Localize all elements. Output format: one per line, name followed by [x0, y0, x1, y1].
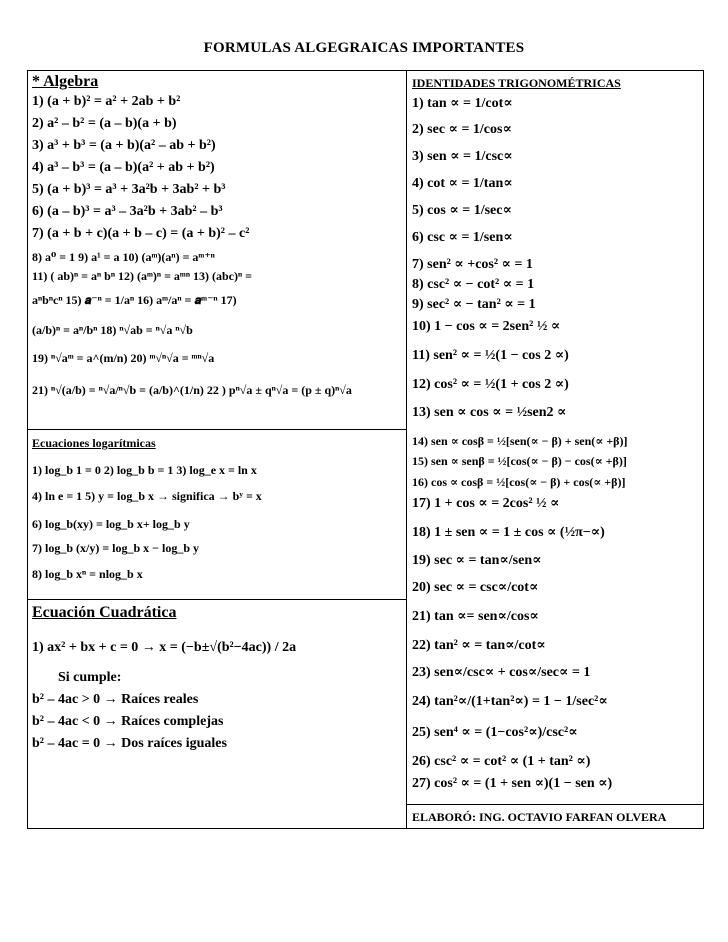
- log-formula: 8) log_b xⁿ = nlog_b x: [32, 567, 143, 581]
- algebra-formula: 21) ⁿ√(a/b) = ⁿ√a/ⁿ√b = (a/b)^(1/n) 22 ) pⁿ√a ± qⁿ√a = (p ± q)ⁿ√a: [32, 383, 352, 397]
- trig-identity: 20) sec ∝ = csc∝/cot∝: [412, 580, 539, 595]
- algebra-formula: 5) (a + b)³ = a³ + 3a²b + 3ab² + b³: [32, 182, 226, 197]
- log-formula: 1) log_b 1 = 0 2) log_b b = 1 3) log_e x = ln x: [32, 463, 257, 477]
- log-formula: 4) ln e = 1 5) y = log_b x → significa → bʸ = x: [32, 489, 262, 503]
- trig-identity: 7) sen² ∝ +cos² ∝ = 1: [412, 257, 533, 272]
- trig-identity: 27) cos² ∝ = (1 + sen ∝)(1 − sen ∝): [412, 776, 613, 791]
- algebra-formula: 19) ⁿ√aᵐ = a^(m/n) 20) ᵐ√ⁿ√a = ᵐⁿ√a: [32, 351, 215, 365]
- algebra-formula: 4) a³ – b³ = (a – b)(a² + ab + b²): [32, 160, 215, 175]
- trig-identity: 9) sec² ∝ − tan² ∝ = 1: [412, 297, 536, 312]
- trig-identity: 22) tan² ∝ = tan∝/cot∝: [412, 638, 546, 653]
- trig-identity: 12) cos² ∝ = ½(1 + cos 2 ∝): [412, 377, 569, 392]
- logs-header: Ecuaciones logarítmicas: [32, 436, 156, 450]
- trig-identity: 21) tan ∝= sen∝/cos∝: [412, 609, 539, 624]
- trig-identity: 1) tan ∝ = 1/cot∝: [412, 96, 513, 111]
- trig-identity: 14) sen ∝ cosβ = ½[sen(∝ − β) + sen(∝ +β)]: [412, 434, 628, 448]
- page-title: FORMULAS ALGEGRAICAS IMPORTANTES: [203, 40, 525, 56]
- trig-identity: 24) tan²∝/(1+tan²∝) = 1 − 1/sec²∝: [412, 694, 608, 709]
- trig-identity: 8) csc² ∝ − cot² ∝ = 1: [412, 277, 535, 292]
- trig-header: IDENTIDADES TRIGONOMÉTRICAS: [412, 76, 621, 90]
- algebra-formula: 1) (a + b)² = a² + 2ab + b²: [32, 94, 181, 109]
- trig-identity: 11) sen² ∝ = ½(1 − cos 2 ∝): [412, 348, 569, 363]
- algebra-formula: 3) a³ + b³ = (a + b)(a² – ab + b²): [32, 138, 216, 153]
- algebra-formula: aⁿbⁿcⁿ 15) 𝒂⁻ⁿ = 1/aⁿ 16) aᵐ/aⁿ = 𝒂ᵐ⁻ⁿ 17): [32, 293, 237, 307]
- trig-identity: 10) 1 − cos ∝ = 2sen² ½ ∝: [412, 319, 561, 334]
- algebra-header: * Algebra: [32, 73, 99, 90]
- discriminant-case: b² – 4ac > 0 → Raíces reales: [32, 692, 199, 707]
- column-divider: [406, 71, 407, 828]
- log-formula: 6) log_b(xy) = log_b x+ log_b y: [32, 517, 190, 531]
- algebra-formula: 11) ( ab)ⁿ = aⁿ bⁿ 12) (aᵐ)ⁿ = aᵐⁿ 13) (abc)ⁿ =: [32, 269, 252, 283]
- trig-identity: 16) cos ∝ cosβ = ½[cos(∝ − β) + cos(∝ +β)]: [412, 475, 626, 489]
- log-formula: 7) log_b (x/y) = log_b x − log_b y: [32, 541, 200, 555]
- trig-identity: 23) sen∝/csc∝ + cos∝/sec∝ = 1: [412, 665, 591, 680]
- logs-quadratic-divider: [28, 599, 406, 600]
- trig-identity: 15) sen ∝ senβ = ½[cos(∝ − β) − cos(∝ +β)]: [412, 454, 627, 468]
- quadratic-header: Ecuación Cuadrática: [32, 604, 177, 621]
- algebra-formula: 2) a² – b² = (a – b)(a + b): [32, 116, 177, 131]
- trig-identity: 4) cot ∝ = 1/tan∝: [412, 176, 513, 191]
- algebra-logs-divider: [28, 429, 406, 430]
- algebra-formula: 6) (a – b)³ = a³ – 3a²b + 3ab² – b³: [32, 204, 223, 219]
- trig-identity: 18) 1 ± sen ∝ = 1 ± cos ∝ (½π−∝): [412, 525, 605, 540]
- algebra-formula: 7) (a + b + c)(a + b – c) = (a + b)² – c²: [32, 226, 250, 241]
- trig-identity: 3) sen ∝ = 1/csc∝: [412, 149, 513, 164]
- author-credit: ELABORÓ: ING. OCTAVIO FARFAN OLVERA: [412, 810, 667, 824]
- discriminant-case: b² – 4ac = 0 → Dos raíces iguales: [32, 736, 227, 751]
- algebra-formula: (a/b)ⁿ = aⁿ/bⁿ 18) ⁿ√ab = ⁿ√a ⁿ√b: [32, 323, 193, 337]
- trig-identity: 13) sen ∝ cos ∝ = ½sen2 ∝: [412, 405, 567, 420]
- quadratic-formula: 1) ax² + bx + c = 0 → x = (−b±√(b²−4ac)) / 2a: [32, 640, 297, 655]
- trig-identity: 25) sen⁴ ∝ = (1−cos²∝)/csc²∝: [412, 725, 578, 740]
- trig-identity: 5) cos ∝ = 1/sec∝: [412, 203, 512, 218]
- discriminant-case: b² – 4ac < 0 → Raíces complejas: [32, 714, 224, 729]
- trig-identity: 26) csc² ∝ = cot² ∝ (1 + tan² ∝): [412, 754, 591, 769]
- trig-identity: 6) csc ∝ = 1/sen∝: [412, 230, 513, 245]
- trig-identity: 17) 1 + cos ∝ = 2cos² ½ ∝: [412, 496, 560, 511]
- footer-divider: [406, 804, 703, 805]
- formula-table: [27, 70, 704, 829]
- quadratic-condition: Si cumple:: [58, 670, 122, 685]
- algebra-formula: 8) a⁰ = 1 9) a¹ = a 10) (aᵐ)(aⁿ) = aᵐ⁺ⁿ: [32, 250, 215, 264]
- trig-identity: 19) sec ∝ = tan∝/sen∝: [412, 553, 542, 568]
- trig-identity: 2) sec ∝ = 1/cos∝: [412, 122, 512, 137]
